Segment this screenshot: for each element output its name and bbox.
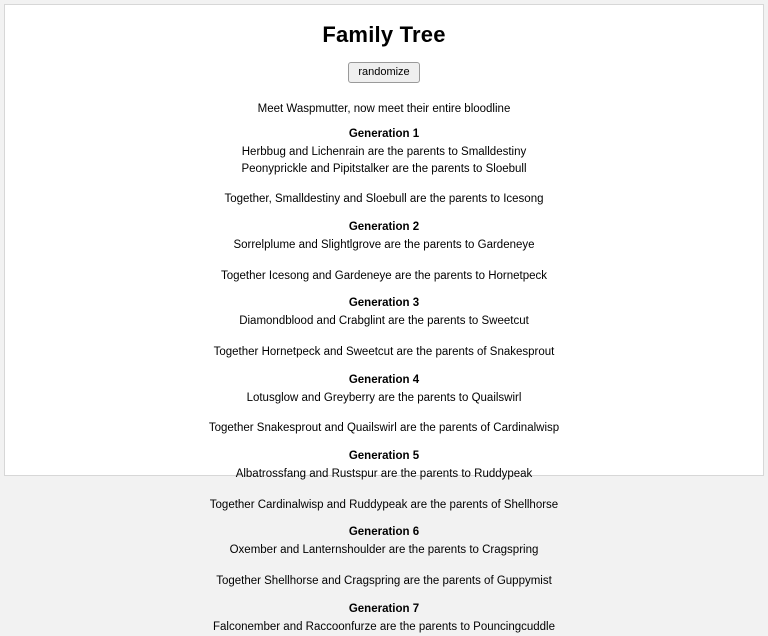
generation-block (5, 450, 763, 513)
generation-line: Herbbug and Lichenrain are the parents to Smalldestiny (241, 146, 527, 159)
generation-block (5, 374, 763, 437)
page-container (4, 4, 764, 633)
randomize-button[interactable]: randomize (348, 62, 419, 83)
generation-heading: Generation 3 (348, 297, 420, 310)
generations-list (5, 128, 763, 635)
page-title: Family Tree (322, 22, 446, 47)
generation-block (5, 297, 763, 360)
generation-line: Together Snakesprout and Quailswirl are the parents of Cardinalwisp (208, 422, 560, 435)
generation-block (5, 221, 763, 284)
generation-line: Together Shellhorse and Cragspring are the parents of Guppymist (216, 575, 552, 588)
generation-line: Albatrossfang and Rustspur are the parents to Ruddypeak (235, 468, 533, 481)
generation-line: Together, Smalldestiny and Sloebull are the parents to Icesong (224, 193, 544, 206)
generation-heading: Generation 7 (348, 602, 420, 615)
generation-heading: Generation 5 (348, 450, 420, 463)
generation-heading: Generation 6 (348, 526, 420, 539)
generation-line: Diamondblood and Crabglint are the parents to Sweetcut (239, 315, 529, 328)
generation-line: Sorrelplume and Slightlgrove are the parents to Gardeneye (233, 239, 535, 252)
randomize-button-row (5, 62, 763, 83)
generation-heading: Generation 4 (348, 373, 420, 386)
generation-heading: Generation 2 (348, 221, 420, 234)
generation-line: Together Icesong and Gardeneye are the parents to Hornetpeck (220, 269, 548, 282)
intro-text: Meet Waspmutter, now meet their entire bloodline (257, 103, 511, 116)
generation-block (5, 128, 763, 208)
generation-block (5, 603, 763, 636)
generation-block (5, 526, 763, 589)
generation-line: Together Cardinalwisp and Ruddypeak are the parents of Shellhorse (209, 498, 559, 511)
generation-heading: Generation 1 (348, 128, 420, 141)
generation-line: Peonyprickle and Pipitstalker are the parents to Sloebull (241, 162, 527, 175)
generation-line: Lotusglow and Greyberry are the parents to Quailswirl (246, 391, 522, 404)
generation-line: Oxember and Lanternshoulder are the parents to Cragspring (229, 544, 539, 557)
generation-line: Together Hornetpeck and Sweetcut are the parents of Snakesprout (213, 346, 555, 359)
generation-line: Falconember and Raccoonfurze are the parents to Pouncingcuddle (212, 620, 556, 633)
